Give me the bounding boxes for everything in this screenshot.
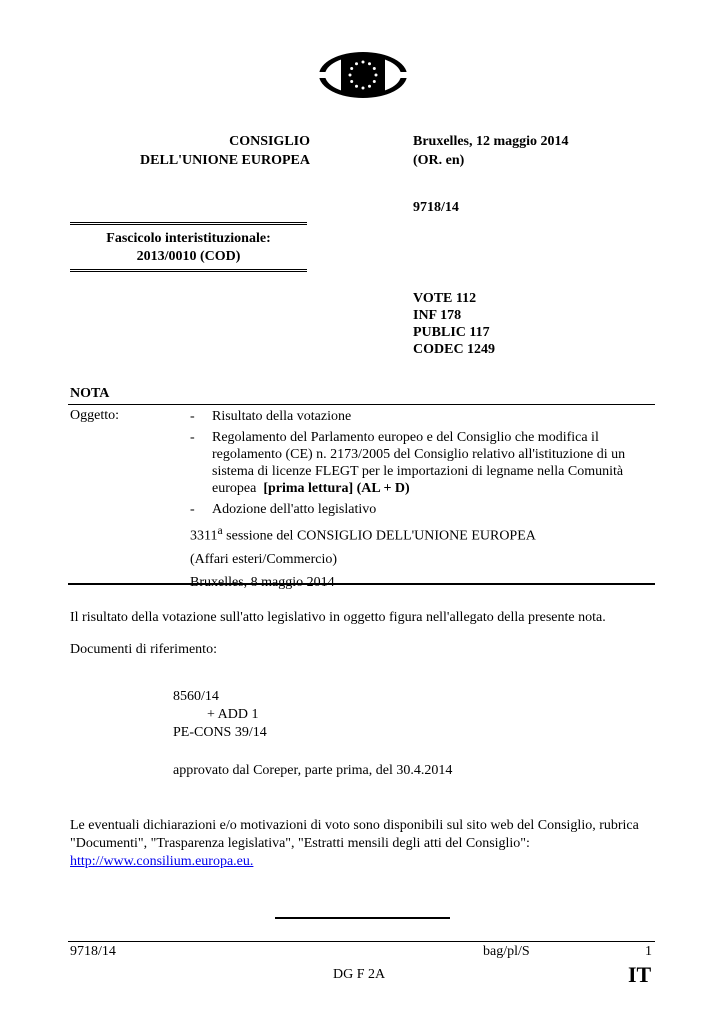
reference-addendum: + ADD 1 (207, 707, 259, 722)
declarations-text: Le eventuali dichiarazioni e/o motivazioni di voto sono disponibili sul sito web del Consiglio, rubrica "Documenti", "Trasparenza legislativa", "Estratti mensili degli atti del Consiglio": (70, 818, 639, 851)
session-text: sessione del CONSIGLIO DELL'UNIONE EUROPEA (222, 528, 536, 544)
subject-item (190, 408, 650, 425)
divider (68, 404, 655, 405)
declarations-paragraph (70, 817, 660, 871)
original-language: (OR. en) (413, 153, 465, 168)
council-line1: CONSIGLIO (229, 134, 310, 149)
council-name (100, 132, 310, 170)
reference-pecons: PE-CONS 39/14 (173, 725, 267, 740)
separator (275, 917, 450, 919)
nota-title: NOTA (70, 386, 110, 401)
fascicolo-box (70, 222, 307, 272)
document-date: Bruxelles, 12 maggio 2014 (413, 134, 569, 149)
council-website-link[interactable]: http://www.consilium.europa.eu. (70, 854, 254, 869)
code-public: PUBLIC 117 (413, 325, 490, 340)
reference-doc: 8560/14 (173, 689, 219, 704)
subject-item (190, 501, 650, 518)
session-number: 3311 (190, 528, 218, 544)
council-logo-icon (318, 50, 408, 100)
fascicolo-label: Fascicolo interistituzionale: (106, 231, 271, 246)
subject-items (190, 408, 650, 597)
code-inf: INF 178 (413, 308, 462, 323)
dash-bullet: - (190, 502, 195, 517)
code-codec: CODEC 1249 (413, 342, 496, 357)
session-line (190, 522, 650, 545)
classification-codes (413, 290, 495, 358)
date-block (413, 132, 569, 170)
footer-divider (68, 941, 655, 942)
session-topic: (Affari esteri/Commercio) (190, 551, 338, 567)
dash-bullet: - (190, 430, 195, 445)
docs-label: Documenti di riferimento: (70, 642, 217, 657)
dash-bullet: - (190, 409, 195, 424)
session-ordinal: a (217, 524, 223, 537)
document-number: 9718/14 (413, 200, 459, 215)
fascicolo-value: 2013/0010 (COD) (136, 249, 241, 264)
footer-initials: bag/pl/S (483, 944, 530, 959)
oggetto-label: Oggetto: (70, 408, 119, 423)
code-vote: VOTE 112 (413, 291, 477, 306)
subject-item (190, 429, 650, 497)
subject-item-text: Risultato della votazione (212, 409, 352, 424)
language-code: IT (628, 962, 652, 987)
reading-stage: [prima lettura] (AL + D) (263, 481, 410, 496)
council-line2: DELL'UNIONE EUROPEA (140, 153, 310, 168)
session-place: Bruxelles, 8 maggio 2014 (190, 574, 335, 590)
result-paragraph: Il risultato della votazione sull'atto legislativo in oggetto figura nell'allegato della presente nota. (70, 610, 606, 625)
approval-note: approvato dal Coreper, parte prima, del 30.4.2014 (173, 763, 453, 778)
divider (68, 583, 655, 585)
reference-list (173, 688, 452, 780)
page-number: 1 (645, 944, 652, 959)
subject-item-text: Regolamento del Parlamento europeo e del Consiglio che modifica il regolamento (CE) n. 2173/2005 del Consiglio relativo all'istituzione di un sistema di licenze FLEGT per le importazioni di legname nella Comunità europea (212, 430, 626, 496)
subject-item-text: Adozione dell'atto legislativo (212, 502, 377, 517)
footer-doc-number: 9718/14 (70, 944, 116, 959)
footer-directorate: DG F 2A (333, 967, 386, 982)
